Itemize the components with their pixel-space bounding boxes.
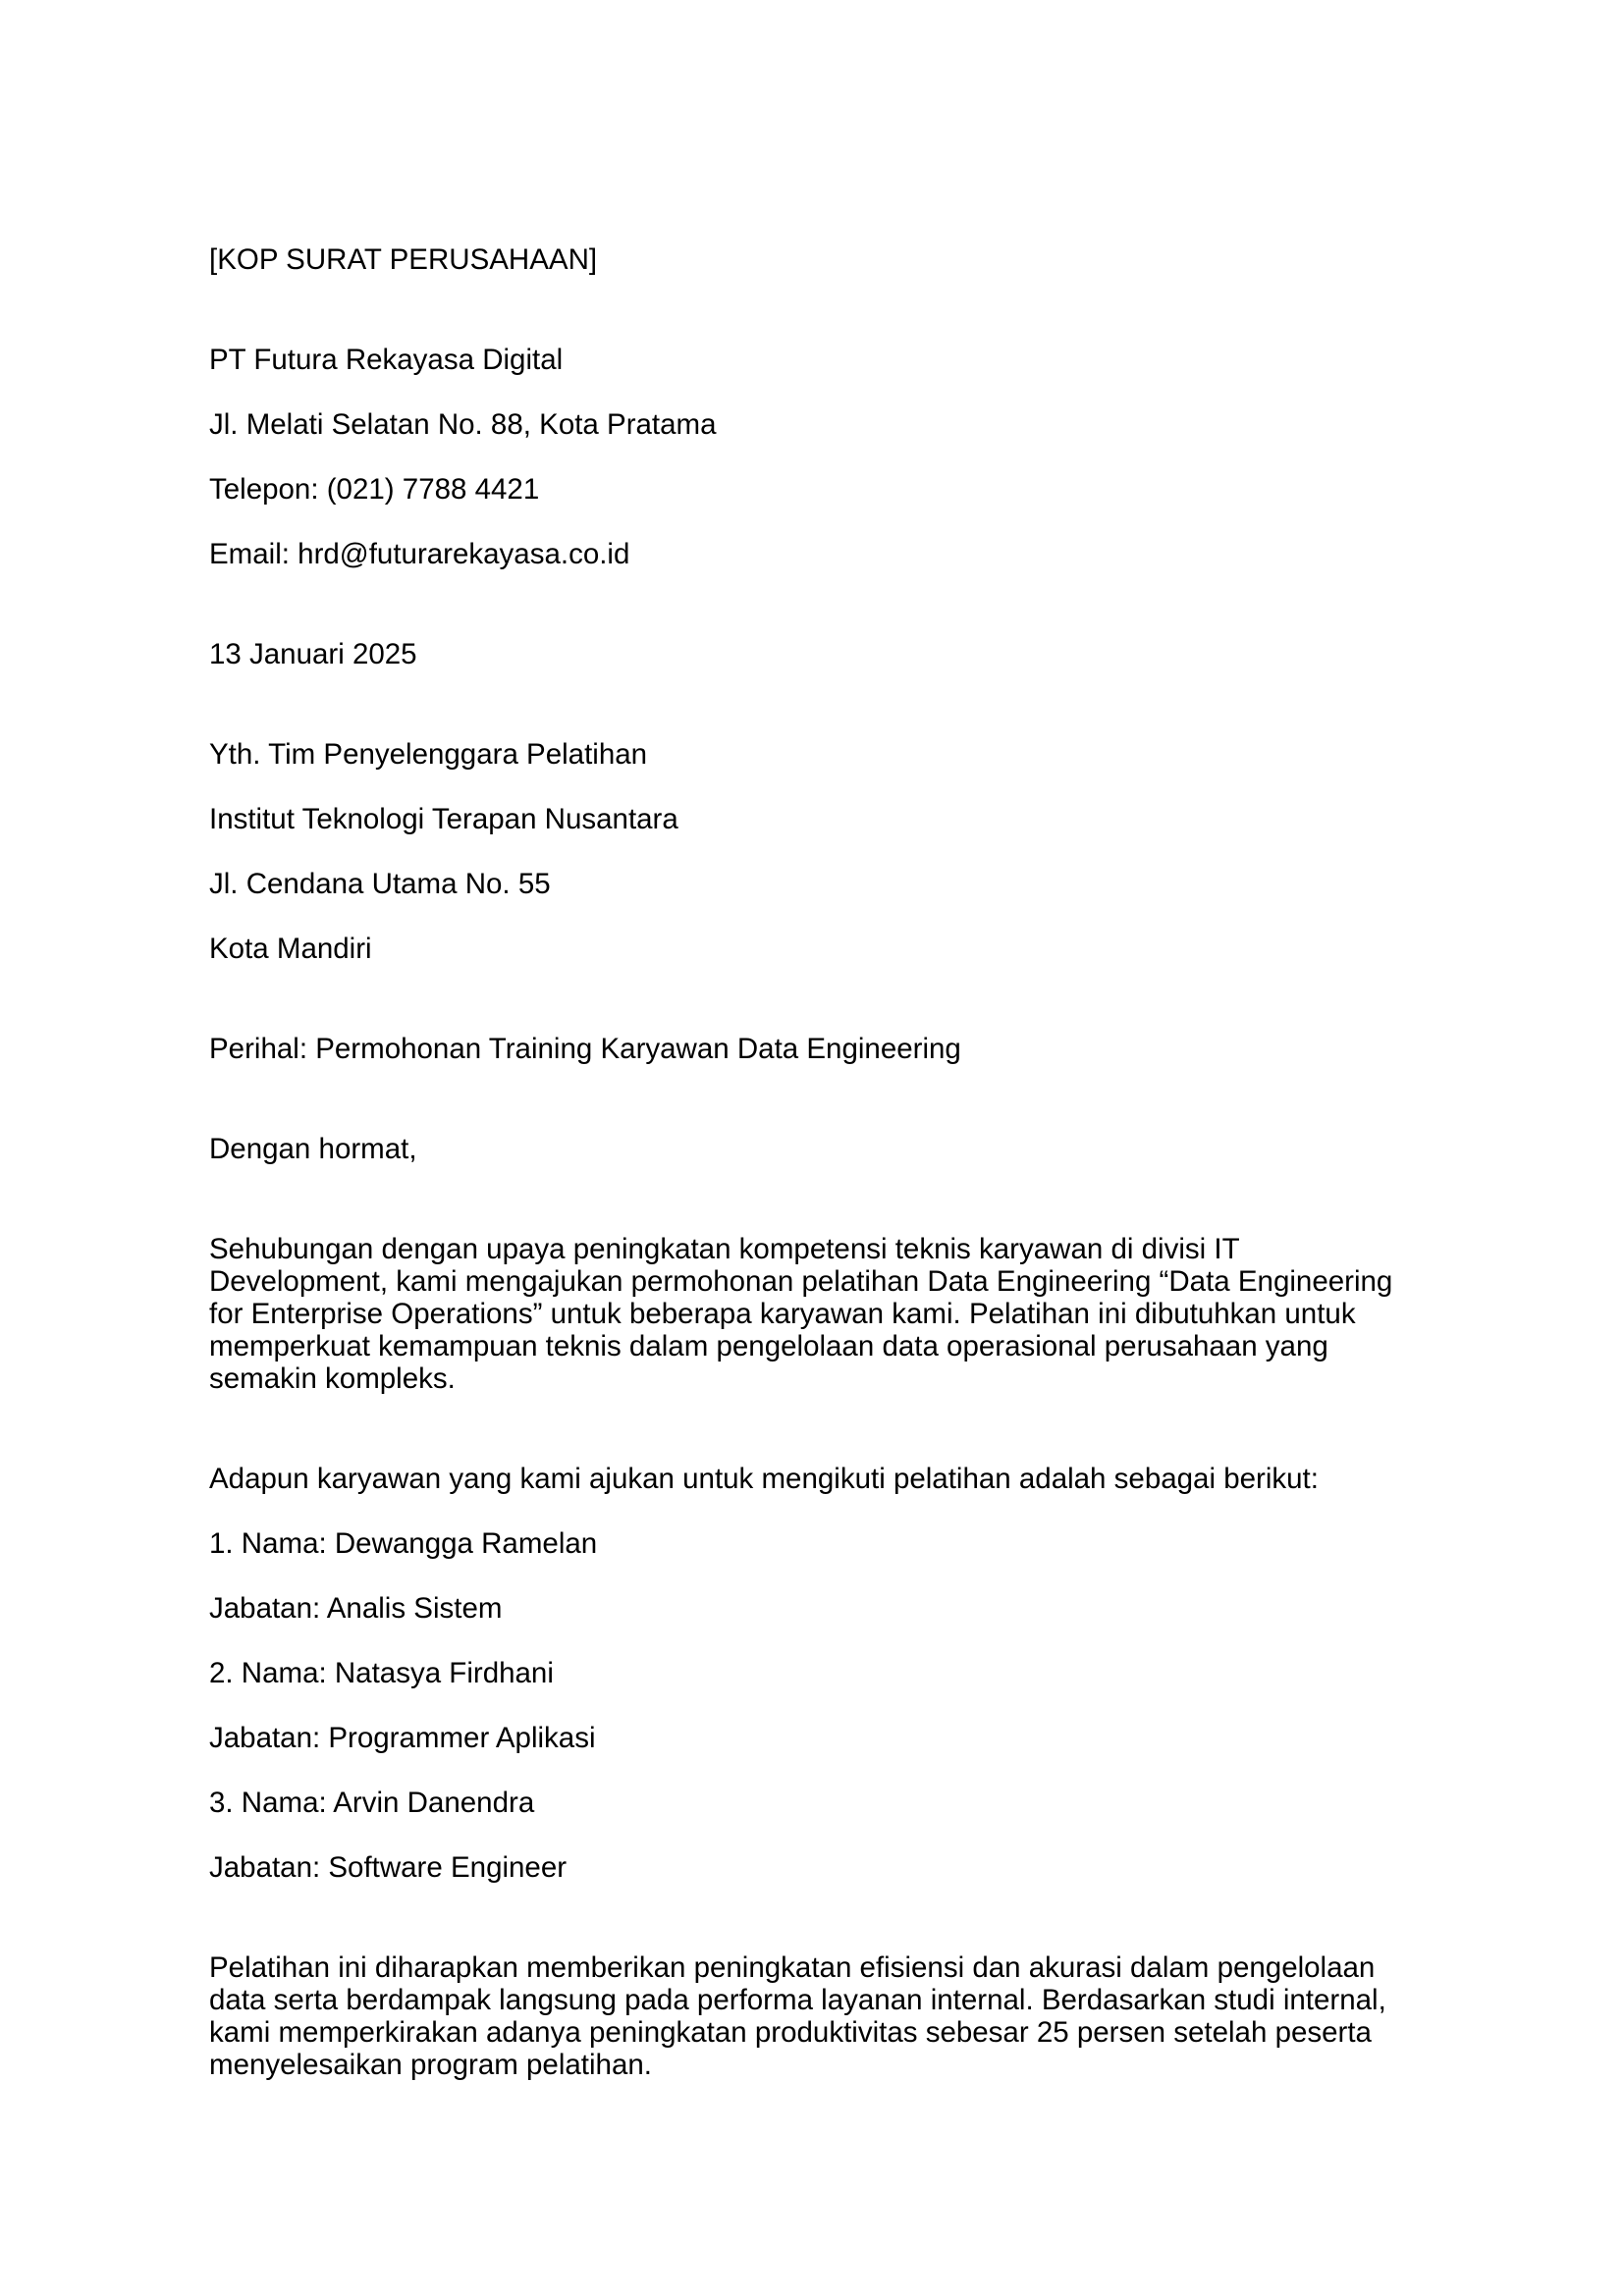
recipient-line-3: Jl. Cendana Utama No. 55 [209, 868, 551, 900]
salutation: Dengan hormat, [209, 1133, 417, 1165]
body-paragraph-2: Pelatihan ini diharapkan memberikan peningkatan efisiensi dan akurasi dalam pengelolaan data serta berdampak langsung pada performa layanan internal. Berdasarkan studi internal, kami memperkirakan adanya peningkatan produktivitas sebesar 25 persen setelah peserta menyelesaikan program pelatihan. [209, 1951, 1386, 2081]
sender-email: Email: hrd@futurarekayasa.co.id [209, 538, 630, 570]
employee-1-name: 1. Nama: Dewangga Ramelan [209, 1527, 598, 1560]
employee-list-intro: Adapun karyawan yang kami ajukan untuk mengikuti pelatihan adalah sebagai berikut: [209, 1463, 1319, 1495]
recipient-line-1: Yth. Tim Penyelenggara Pelatihan [209, 738, 648, 771]
employee-1-title: Jabatan: Analis Sistem [209, 1592, 503, 1625]
sender-address: Jl. Melati Selatan No. 88, Kota Pratama [209, 408, 717, 441]
letterhead-placeholder: [KOP SURAT PERUSAHAAN] [209, 243, 598, 276]
recipient-line-2: Institut Teknologi Terapan Nusantara [209, 803, 678, 835]
letter-date: 13 Januari 2025 [209, 638, 417, 670]
sender-company: PT Futura Rekayasa Digital [209, 344, 564, 376]
sender-phone: Telepon: (021) 7788 4421 [209, 473, 540, 506]
subject-line: Perihal: Permohonan Training Karyawan Data Engineering [209, 1033, 961, 1065]
employee-3-name: 3. Nama: Arvin Danendra [209, 1787, 535, 1819]
employee-2-name: 2. Nama: Natasya Firdhani [209, 1657, 554, 1689]
employee-2-title: Jabatan: Programmer Aplikasi [209, 1722, 596, 1754]
body-paragraph-1: Sehubungan dengan upaya peningkatan kompetensi teknis karyawan di divisi IT Development, kami mengajukan permohonan pelatihan Data Engineering “Data Engineering for Enterprise Operations” untuk beberapa karyawan kami. Pelatihan ini dibutuhkan untuk memperkuat kemampuan teknis dalam pengelolaan data operasional perusahaan yang semakin kompleks. [209, 1233, 1393, 1395]
employee-3-title: Jabatan: Software Engineer [209, 1851, 568, 1884]
recipient-line-4: Kota Mandiri [209, 933, 372, 965]
